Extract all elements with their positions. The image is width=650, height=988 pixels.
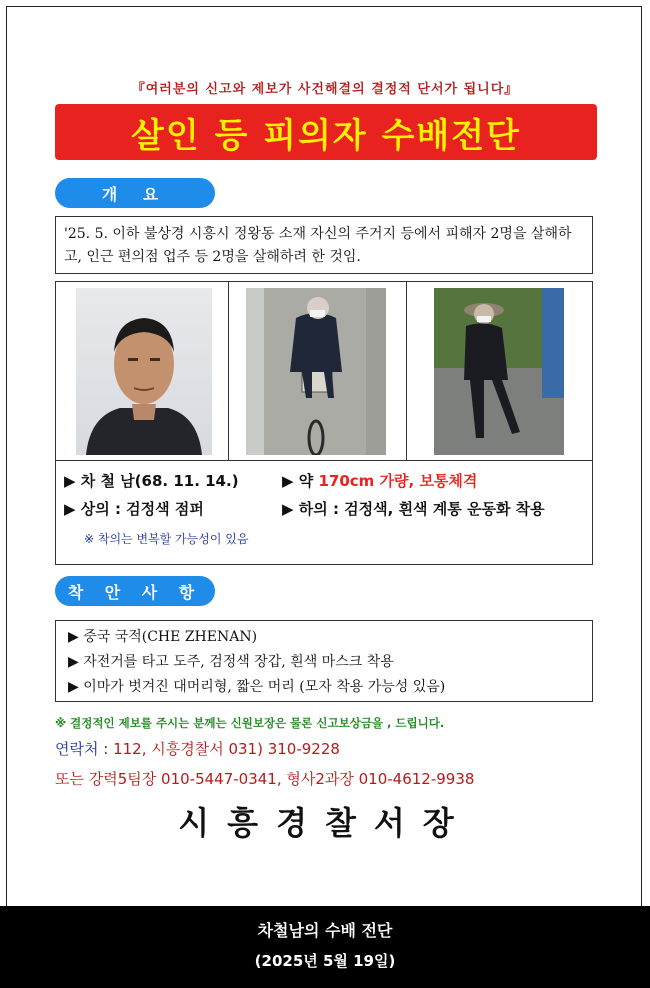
caption-date: (2025년 5월 19일) xyxy=(254,952,396,970)
title-banner xyxy=(55,104,597,160)
contact-line-1 xyxy=(55,738,340,759)
suspect-height xyxy=(282,470,650,491)
suspect-top-clothing: ▶ 상의 : 검정색 점퍼 xyxy=(64,500,204,518)
suspect-portrait-photo xyxy=(76,288,212,455)
reward-notice: ※ 결정적인 제보를 주시는 분께는 신원보장은 물론 신고보상금을 , 드립니다. xyxy=(55,716,445,730)
cctv-walking-photo xyxy=(434,288,564,455)
height-prefix: ▶ 약 xyxy=(282,472,319,490)
suspect-details xyxy=(55,281,593,565)
photo-divider xyxy=(406,282,407,460)
poster-title: 살인 등 피의자 수배전단 xyxy=(131,115,521,156)
contact-label: 연락처 : xyxy=(55,740,114,758)
clothing-note: ※ 착의는 변복할 가능성이 있음 xyxy=(84,532,249,546)
case-summary: '25. 5. 이하 불상경 시흥시 정왕동 소재 자신의 주거지 등에서 피해자 2명을 살해하고, 인근 편의점 업주 등 2명을 살해하려 한 것임. xyxy=(55,216,593,274)
caption-title: 차철남의 수배 전단 xyxy=(257,921,393,940)
police-station-chief: 시흥경찰서장 xyxy=(178,804,472,842)
caution-item: ▶ 중국 국적(CHE ZHENAN) xyxy=(68,629,258,645)
details-divider xyxy=(56,460,592,461)
suspect-name-birth: ▶ 차 철 남(68. 11. 14.) xyxy=(64,472,239,490)
overview-label: 개 요 xyxy=(55,178,215,208)
photo-divider xyxy=(228,282,229,460)
caution-box xyxy=(55,620,593,702)
caution-label: 착 안 사 항 xyxy=(55,576,215,606)
cctv-bicycle-photo xyxy=(246,288,386,455)
slogan: 『여러분의 신고와 제보가 사건해결의 결정적 단서가 됩니다』 xyxy=(131,82,519,97)
caption-bar xyxy=(0,906,650,988)
contact-line-2: 또는 강력5팀장 010-5447-0341, 형사2과장 010-4612-9938 xyxy=(55,770,475,788)
height-value: 170cm 가량, 보통체격 xyxy=(318,472,478,490)
contact-numbers: 112, 시흥경찰서 031) 310-9228 xyxy=(113,740,340,758)
caution-item: ▶ 자전거를 타고 도주, 검정색 장갑, 흰색 마스크 착용 xyxy=(68,654,394,670)
suspect-bottom-clothing: ▶ 하의 : 검정색, 흰색 계통 운동화 착용 xyxy=(282,500,545,518)
caution-item: ▶ 이마가 벗겨진 대머리형, 짧은 머리 (모자 착용 가능성 있음) xyxy=(68,679,446,695)
